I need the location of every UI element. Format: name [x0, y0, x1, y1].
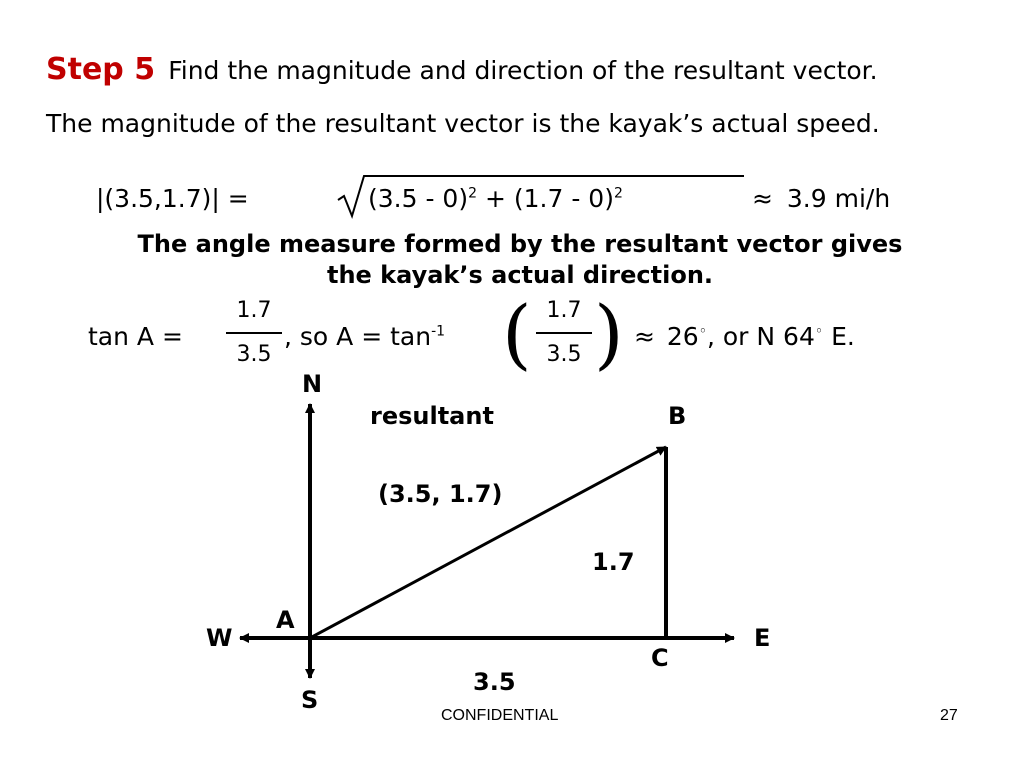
vertical-leg-label: 1.7 [592, 548, 635, 576]
radicand-term2: + (1.7 - 0) [484, 184, 614, 213]
page-number: 27 [940, 707, 958, 724]
left-parenthesis: ( [502, 289, 532, 378]
approx-symbol: ≈ [752, 184, 773, 213]
magnitude-lhs: |(3.5,1.7)| = [96, 184, 249, 213]
degree-symbol: ◦ [698, 323, 707, 340]
east-label: E [754, 624, 771, 652]
approx-symbol-2: ≈ [634, 322, 655, 351]
bearing-text: , or N 64 [706, 322, 815, 351]
north-label: N [302, 370, 323, 398]
resultant-vector [310, 447, 666, 638]
horizontal-leg-label: 3.5 [473, 668, 516, 696]
west-label: W [206, 624, 233, 652]
arctan-denominator: 3.5 [546, 342, 582, 367]
magnitude-value: 3.9 mi/h [786, 184, 891, 213]
so-a-text: , so A = tan [284, 322, 432, 351]
resultant-label: resultant [370, 402, 494, 430]
point-c-label: C [651, 644, 669, 672]
angle-value: 26 [666, 322, 699, 351]
point-a-label: A [276, 606, 295, 634]
fraction-numerator: 1.7 [236, 298, 272, 323]
radicand-exp1: 2 [468, 185, 478, 202]
bearing-direction: E. [831, 322, 855, 351]
step-label: Step 5 [46, 52, 156, 87]
arctan-numerator: 1.7 [546, 298, 582, 323]
tan-lhs: tan A = [88, 322, 183, 351]
magnitude-sentence: The magnitude of the resultant vector is the kayak’s actual speed. [46, 109, 880, 138]
right-parenthesis: ) [594, 289, 624, 378]
step-instruction: Find the magnitude and direction of the resultant vector. [168, 56, 878, 85]
degree-symbol-2: ◦ [814, 323, 824, 340]
radicand-exp2: 2 [613, 185, 623, 202]
fraction-denominator: 3.5 [236, 342, 272, 367]
vector-label: (3.5, 1.7) [378, 480, 503, 508]
confidential-footer: CONFIDENTIAL [441, 707, 559, 724]
point-b-label: B [668, 402, 687, 430]
radicand-term1: (3.5 - 0) [368, 184, 469, 213]
inverse-exponent: -1 [431, 323, 446, 340]
south-label: S [301, 686, 319, 714]
angle-sentence-line2: the kayak’s actual direction. [326, 261, 714, 289]
angle-sentence-line1: The angle measure formed by the resultant vector gives [137, 230, 903, 258]
